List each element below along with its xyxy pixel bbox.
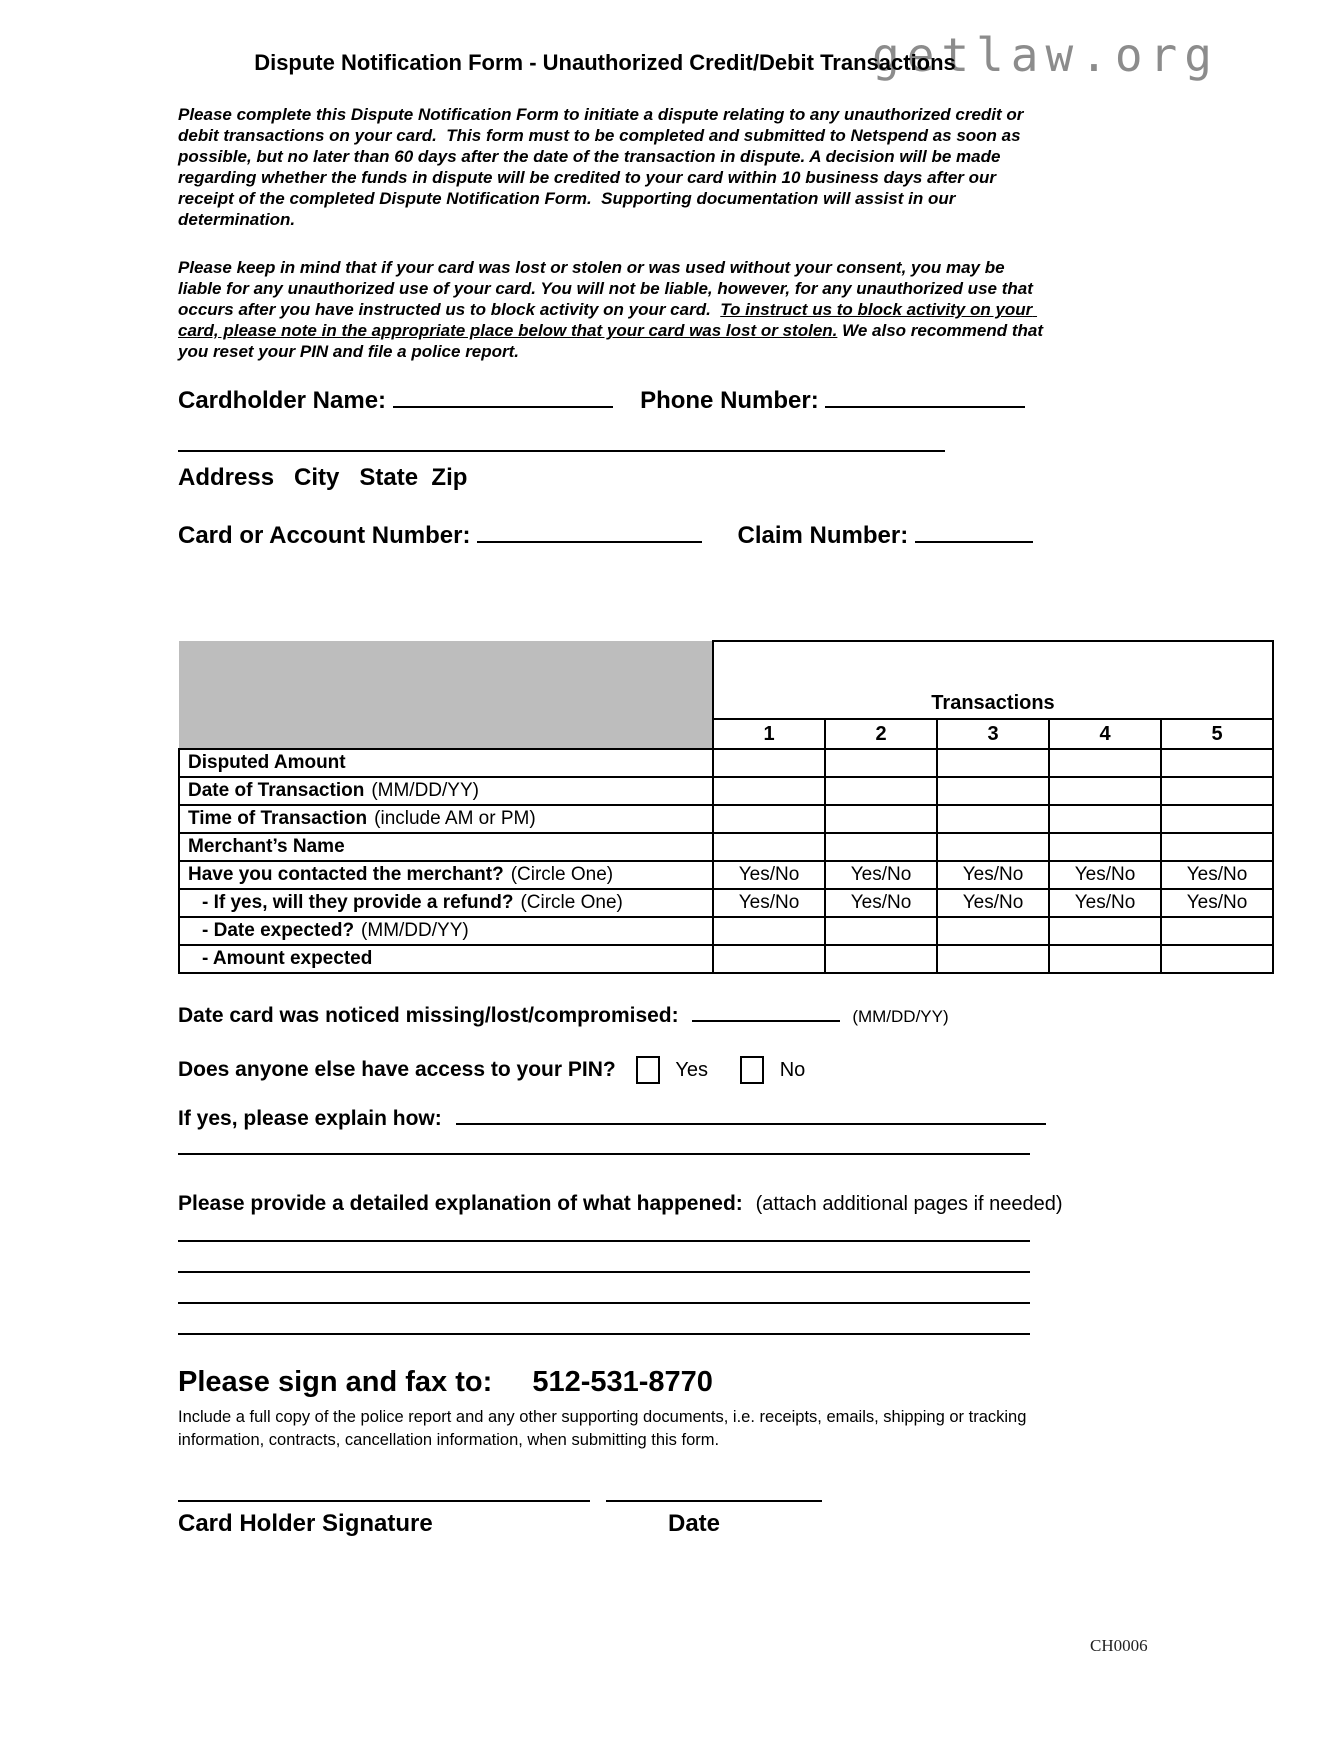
fax-number: 512-531-8770 — [532, 1366, 713, 1398]
claim-number-label: Claim Number: — [737, 522, 909, 549]
yes-no-cell[interactable]: Yes/No — [713, 861, 825, 889]
liability-text-1: Please keep in mind that if your card was lost or stolen or was used without your consent, you may be liable for any unauthorized use of your card. You will not be liable, however, for any unauthorized use that occurs after you have instructed us to block activity on your card. — [178, 258, 1038, 319]
table-row-date-expected — [179, 917, 1273, 945]
address-line[interactable] — [178, 450, 945, 452]
table-cell[interactable] — [825, 945, 937, 973]
yes-no-cell[interactable]: Yes/No — [1161, 889, 1273, 917]
table-cell[interactable] — [1049, 805, 1161, 833]
signature-date-line[interactable] — [606, 1500, 822, 1502]
claim-number-line[interactable] — [915, 521, 1033, 543]
table-row-merchants-name — [179, 833, 1273, 861]
site-watermark: getlaw.org — [872, 28, 1219, 82]
document-code: CH0006 — [1090, 1636, 1148, 1655]
explain-how-label: If yes, please explain how: — [178, 1107, 442, 1130]
table-cell[interactable] — [937, 749, 1049, 777]
transactions-table — [178, 640, 1274, 974]
liability-underlined-text: To instruct us to block activity on your card, please note in the appropriate place below that your card was lost or stolen. — [178, 300, 1038, 340]
signature-line[interactable] — [178, 1500, 590, 1502]
table-cell[interactable] — [1161, 917, 1273, 945]
table-cell[interactable] — [937, 805, 1049, 833]
table-cell[interactable] — [1161, 749, 1273, 777]
row-label: Disputed Amount — [179, 749, 713, 777]
table-cell[interactable] — [713, 917, 825, 945]
pin-access-label: Does anyone else have access to your PIN? — [178, 1058, 616, 1081]
row-label: Date of Transaction (MM/DD/YY) — [179, 777, 713, 805]
table-row-provide-refund — [179, 889, 1273, 917]
table-cell[interactable] — [1049, 833, 1161, 861]
date-format-note: (MM/DD/YY) — [852, 1007, 949, 1026]
table-cell[interactable] — [825, 917, 937, 945]
table-cell[interactable] — [713, 833, 825, 861]
column-2-header: 2 — [825, 719, 937, 749]
fax-instructions: Include a full copy of the police report and any other supporting documents, i.e. receipts, emails, shipping or tracking information, contracts, cancellation information, when submitting this form. — [178, 1408, 1027, 1449]
table-cell[interactable] — [1161, 833, 1273, 861]
card-account-line[interactable] — [477, 521, 702, 543]
signature-date-label: Date — [668, 1510, 721, 1537]
row-label: Merchant’s Name — [179, 833, 713, 861]
table-cell[interactable] — [1161, 777, 1273, 805]
table-cell[interactable] — [825, 805, 937, 833]
card-account-label: Card or Account Number: — [178, 522, 471, 549]
table-cell[interactable] — [825, 749, 937, 777]
cardholder-row — [178, 386, 1025, 415]
date-noticed-line[interactable] — [692, 1000, 840, 1022]
explanation-line-4[interactable] — [178, 1333, 1030, 1335]
yes-no-cell[interactable]: Yes/No — [825, 889, 937, 917]
table-cell[interactable] — [1049, 945, 1161, 973]
table-cell[interactable] — [1161, 805, 1273, 833]
yes-no-cell[interactable]: Yes/No — [1161, 861, 1273, 889]
address-label: Address City State Zip — [178, 464, 468, 491]
pin-yes-checkbox[interactable] — [636, 1056, 660, 1084]
explanation-heading — [178, 1192, 1063, 1216]
sign-fax-row — [178, 1366, 713, 1399]
yes-no-cell[interactable]: Yes/No — [825, 861, 937, 889]
pin-yes-label: Yes — [675, 1059, 709, 1081]
explain-how-question — [178, 1103, 1046, 1131]
phone-number-line[interactable] — [825, 386, 1025, 408]
explanation-note: (attach additional pages if needed) — [755, 1193, 1063, 1215]
table-cell[interactable] — [713, 777, 825, 805]
yes-no-cell[interactable]: Yes/No — [1049, 861, 1161, 889]
row-label: - Date expected? (MM/DD/YY) — [179, 917, 713, 945]
pin-no-checkbox[interactable] — [740, 1056, 764, 1084]
page-title: Dispute Notification Form - Unauthorized Credit/Debit Transactions — [254, 50, 956, 75]
explanation-label: Please provide a detailed explanation of what happened: — [178, 1192, 743, 1215]
table-cell[interactable] — [825, 833, 937, 861]
table-cell[interactable] — [1161, 945, 1273, 973]
explanation-line-2[interactable] — [178, 1271, 1030, 1273]
table-row-contacted-merchant — [179, 861, 1273, 889]
table-cell[interactable] — [713, 805, 825, 833]
yes-no-cell[interactable]: Yes/No — [937, 861, 1049, 889]
cardholder-name-label: Cardholder Name: — [178, 387, 387, 414]
table-row-amount-expected — [179, 945, 1273, 973]
row-label: Have you contacted the merchant? (Circle One) — [179, 861, 713, 889]
pin-no-label: No — [779, 1059, 806, 1081]
date-noticed-question — [178, 1000, 949, 1028]
table-cell[interactable] — [713, 945, 825, 973]
date-noticed-label: Date card was noticed missing/lost/compromised: — [178, 1004, 679, 1027]
row-label: - Amount expected — [179, 945, 713, 973]
column-4-header: 4 — [1049, 719, 1161, 749]
table-row-date-of-transaction — [179, 777, 1273, 805]
explain-how-line[interactable] — [456, 1103, 1046, 1125]
table-cell[interactable] — [825, 777, 937, 805]
table-cell[interactable] — [1049, 777, 1161, 805]
table-cell[interactable] — [937, 917, 1049, 945]
table-cell[interactable] — [937, 833, 1049, 861]
cardholder-name-line[interactable] — [393, 386, 613, 408]
table-cell[interactable] — [1049, 749, 1161, 777]
yes-no-cell[interactable]: Yes/No — [713, 889, 825, 917]
pin-access-question — [178, 1048, 805, 1082]
yes-no-cell[interactable]: Yes/No — [937, 889, 1049, 917]
transactions-header: Transactions — [713, 641, 1273, 719]
phone-number-label: Phone Number: — [640, 387, 819, 414]
table-cell[interactable] — [937, 945, 1049, 973]
table-cell[interactable] — [937, 777, 1049, 805]
explanation-line-3[interactable] — [178, 1302, 1030, 1304]
column-1-header: 1 — [713, 719, 825, 749]
signature-label: Card Holder Signature — [178, 1510, 433, 1537]
row-label: Time of Transaction (include AM or PM) — [179, 805, 713, 833]
column-3-header: 3 — [937, 719, 1049, 749]
table-row-time-of-transaction — [179, 805, 1273, 833]
explain-how-line-2[interactable] — [178, 1153, 1030, 1155]
column-5-header: 5 — [1161, 719, 1273, 749]
liability-text-2: We also recommend that you reset your PIN and file a police report. — [178, 321, 1048, 361]
intro-paragraph: Please complete this Dispute Notification Form to initiate a dispute relating to any unauthorized credit or debit transactions on your card. This form must to be completed and submitted to Netspend as soon as possible, but no later than 60 days after the date of the transaction in dispute. A decision will be made regarding whether the funds in dispute will be credited to your card within 10 business days after our receipt of the completed Dispute Notification Form. Supporting documentation will assist in our determination. — [178, 105, 1029, 229]
sign-fax-label: Please sign and fax to: — [178, 1366, 493, 1398]
explanation-line-1[interactable] — [178, 1240, 1030, 1242]
table-row-disputed-amount — [179, 749, 1273, 777]
yes-no-cell[interactable]: Yes/No — [1049, 889, 1161, 917]
table-cell[interactable] — [1049, 917, 1161, 945]
table-corner-cell — [179, 641, 713, 749]
table-cell[interactable] — [713, 749, 825, 777]
liability-paragraph — [178, 257, 1050, 362]
row-label: - If yes, will they provide a refund? (Circle One) — [179, 889, 713, 917]
card-account-row — [178, 521, 1033, 550]
